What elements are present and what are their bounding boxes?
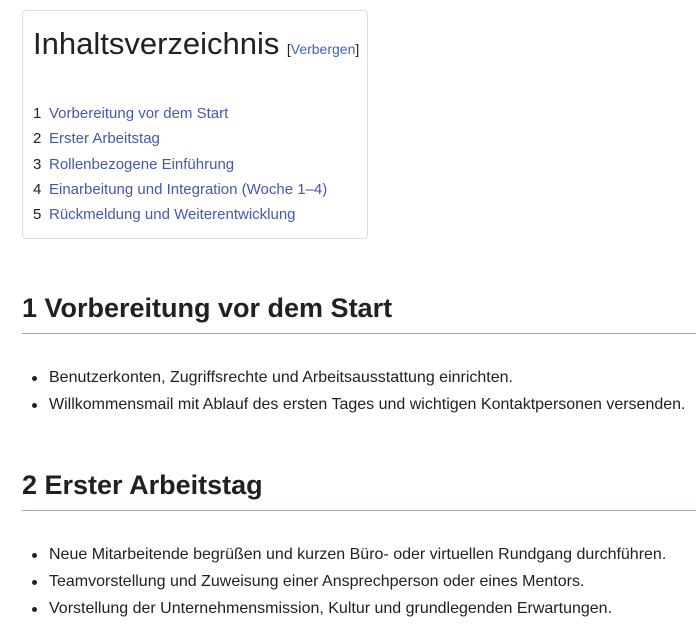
toc-title: Inhaltsverzeichnis xyxy=(33,26,280,61)
toc-link-erster-arbeitstag[interactable]: Erster Arbeitstag xyxy=(49,130,160,148)
toc-item-number: 5 xyxy=(33,206,42,224)
list-item: Vorstellung der Unternehmensmission, Kultur und grundlegenden Erwartungen. xyxy=(49,595,666,622)
toc-item xyxy=(33,101,327,126)
list-item: Teamvorstellung und Zuweisung einer Ansprechperson oder eines Mentors. xyxy=(49,568,666,595)
toc-toggle-close-bracket: ] xyxy=(355,41,360,57)
toc-link-rollenbezogene-einfuehrung[interactable]: Rollenbezogene Einführung xyxy=(49,155,235,173)
list-item: Neue Mitarbeitende begrüßen und kurzen Büro- oder virtuellen Rundgang durchführen. xyxy=(49,541,666,568)
toc-item xyxy=(33,177,327,202)
toc-item-number: 2 xyxy=(33,130,42,148)
list-item: Benutzerkonten, Zugriffsrechte und Arbeitsausstattung einrichten. xyxy=(49,364,685,391)
toc-link-vorbereitung[interactable]: Vorbereitung vor dem Start xyxy=(49,105,229,122)
toc-item xyxy=(33,126,327,151)
list-item: Willkommensmail mit Ablauf des ersten Tages und wichtigen Kontaktpersonen versenden. xyxy=(49,391,685,418)
toc-item xyxy=(33,152,327,177)
table-of-contents xyxy=(22,10,368,239)
toc-hide-link[interactable]: Verbergen xyxy=(290,41,356,57)
toc-item-number: 4 xyxy=(33,180,42,198)
toc-item-number: 1 xyxy=(33,105,42,122)
toc-header xyxy=(33,25,359,63)
toc-list xyxy=(33,101,327,227)
section-heading-erster-arbeitstag: 2 Erster Arbeitstag xyxy=(22,468,696,511)
section-list-erster-arbeitstag xyxy=(22,541,666,622)
toc-item-number: 3 xyxy=(33,155,42,173)
toc-link-einarbeitung[interactable]: Einarbeitung und Integration (Woche 1–4) xyxy=(49,180,328,198)
section-list-vorbereitung xyxy=(22,364,685,418)
toc-toggle xyxy=(287,41,359,57)
section-heading-vorbereitung: 1 Vorbereitung vor dem Start xyxy=(22,291,696,334)
toc-toggle-open-bracket: [ xyxy=(286,41,291,57)
toc-link-rueckmeldung[interactable]: Rückmeldung und Weiterentwicklung xyxy=(49,206,296,224)
toc-item xyxy=(33,202,327,227)
